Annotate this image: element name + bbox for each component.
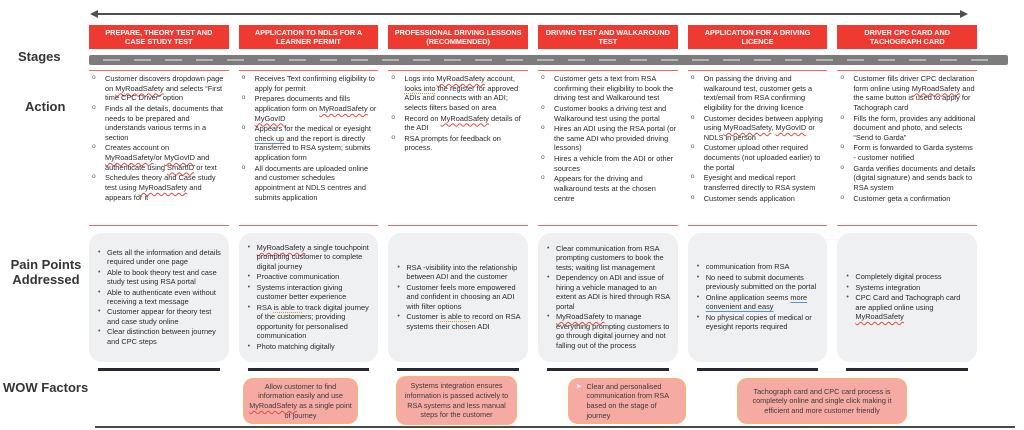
bullet-marker: o [241, 94, 246, 102]
action-item-text: and the report is directly transferred to RSA system; submits application form [254, 133, 371, 162]
pain-box-underline [846, 368, 968, 371]
pain-point-item-label [107, 327, 222, 346]
pain-point-item-text: to manage everything prompting customers to go through digital journey and not falling out of the process [556, 312, 670, 350]
bullet-marker: • [98, 308, 101, 316]
action-item-text: RSA prompts for feedback on process. [404, 133, 501, 153]
pain-point-item-label [107, 307, 222, 326]
pain-point-item [543, 273, 671, 311]
pain-point-item-label [257, 283, 372, 302]
action-item-label [704, 143, 827, 172]
action-item-label [105, 173, 228, 202]
pain-point-item-text: Customer [406, 312, 441, 322]
bullet-marker: o [241, 124, 246, 132]
wow-factor-label [249, 382, 352, 421]
action-item-label [853, 194, 976, 204]
action-item-label [704, 74, 827, 113]
pain-point-item [693, 293, 821, 312]
wow-factor-box-1 [243, 378, 358, 424]
pain-point-item-spell-text: MyRoadSafety [256, 242, 306, 252]
pain-point-item [393, 263, 521, 282]
bullet-marker: • [696, 273, 700, 281]
pain-point-item [393, 283, 521, 311]
bullet-marker: o [541, 74, 545, 81]
pain-point-item-text: No need to submit documents previously submitted on the portal [705, 272, 817, 292]
pain-point-item-text: a single touchpoint prompting customer to complete digital journey [256, 242, 369, 271]
action-item [538, 174, 677, 203]
action-item [837, 114, 976, 143]
action-item-label [404, 74, 527, 113]
bullet-marker: o [92, 103, 96, 111]
pain-point-item-spell-text: MyRoadSafety [556, 312, 605, 322]
pain-point-item-text: Systems interaction giving customer better experience [256, 282, 347, 302]
action-item-text: and the same button is used to apply for Tachograph card [853, 83, 975, 112]
action-item [239, 124, 378, 163]
pain-point-item-label [556, 273, 671, 311]
pain-point-item [543, 244, 671, 272]
bullet-marker: o [92, 143, 96, 151]
action-list-6 [837, 70, 977, 226]
pain-point-item-label [556, 312, 671, 350]
pain-box-underline [397, 368, 519, 371]
bullet-marker: o [541, 103, 545, 111]
wow-factor-label [586, 382, 680, 421]
pain-point-item [94, 288, 222, 307]
action-item-spell-text: MyRoadSafety [138, 182, 188, 192]
action-item [688, 173, 827, 192]
bullet-marker: • [98, 288, 101, 296]
bullet-marker: o [690, 143, 695, 151]
journey-column-4 [538, 25, 678, 371]
pain-point-item-label [706, 262, 821, 271]
action-item-text: Form is forwarded to Garda systems - customer notified [853, 143, 973, 162]
action-item-text: Fills the form, provides any additional document and photo, and selects “Send to Garda” [853, 113, 976, 142]
action-item [89, 143, 228, 172]
action-list-1 [89, 70, 229, 226]
wow-factor-label [743, 387, 901, 416]
bullet-marker: o [541, 174, 545, 182]
action-item-spell-text: MyGovID [164, 153, 195, 162]
action-item-text: On passing the driving and walkaround test, customer gets a text/email from RSA confirming eligibility for the driving licence [703, 74, 813, 112]
bullet-marker: o [840, 143, 845, 151]
bullet-marker: • [547, 274, 550, 282]
pain-point-item-label [556, 244, 671, 272]
journey-columns [89, 25, 977, 371]
action-item [688, 74, 827, 113]
action-item-text: or NDLS in person [703, 123, 815, 142]
stage-header-3: PROFESSIONAL DRIVING LESSONS (RECOMMENDED) [388, 25, 528, 49]
action-item-text: details of the ADI [404, 113, 521, 133]
wow-factor-label [402, 381, 511, 420]
pain-point-item-text: Clear communication from RSA prompting customers to book the tests; waiting list management [556, 243, 664, 272]
action-item [538, 74, 677, 103]
action-item-text: and authenticate using [105, 153, 210, 172]
pain-point-item [244, 342, 372, 351]
pain-point-item-label [706, 293, 821, 312]
action-item-text: , [771, 123, 776, 133]
pain-point-item [543, 312, 671, 350]
pain-point-item [693, 313, 821, 332]
pain-point-item [244, 303, 372, 341]
pain-point-item [94, 307, 222, 326]
pain-point-item-text: communication from RSA [705, 262, 790, 272]
action-item-text: Customer gets a text from RSA confirming their eligibility to book the driving test and Walkaround test [554, 74, 674, 103]
pain-points-box-5 [688, 233, 828, 362]
pain-point-item-text: Customer feels more empowered and confident in choosing an ADI with filter options [406, 282, 516, 311]
action-item-spell-text: SmartID [167, 162, 195, 172]
pain-point-item-label [107, 268, 222, 287]
action-item-text: Customer books a driving test and Walkaround test using the portal [554, 103, 667, 123]
action-item-label [554, 124, 677, 153]
stage-header-4: DRIVING TEST AND WALKAROUND TEST [538, 25, 678, 49]
bullet-marker: • [247, 243, 251, 251]
pain-point-item [244, 272, 372, 281]
action-item-label [105, 74, 228, 103]
action-item-text: or text [194, 162, 217, 172]
action-list-3 [388, 70, 528, 226]
action-item-text: Customer sends application [703, 193, 795, 203]
action-item-text: Eyesight and medical report transferred directly to RSA system [703, 173, 816, 192]
bullet-marker: • [397, 283, 400, 291]
pain-point-item-label [406, 263, 521, 282]
bullet-marker: • [547, 244, 550, 252]
pain-point-item-clarity-text: is able to [273, 302, 304, 312]
pain-point-item [693, 273, 821, 292]
bullet-marker: • [397, 313, 400, 321]
action-item-label [704, 194, 827, 204]
action-item-text: Customer decides between applying using [703, 113, 823, 133]
wow-arrow-icon: ► [576, 383, 583, 390]
action-item-spell-text: MyRoadSafety [440, 113, 489, 123]
action-item-text: and selects “First time CPC Driver” option [105, 83, 223, 103]
action-list-4 [538, 70, 678, 226]
pain-point-item-grammar-text: more convenient and easy [705, 292, 808, 312]
action-item-text: /or [153, 153, 165, 162]
pain-points-box-3 [388, 233, 528, 362]
pain-point-item-text: Online application seems [705, 292, 791, 302]
action-item-label [704, 114, 827, 143]
action-item-spell-text: MyRoadSafety [911, 83, 961, 93]
bullet-marker: o [92, 173, 96, 181]
pain-point-item-label [257, 243, 372, 271]
action-item-text: Hires a vehicle from the ADI or other sources [554, 154, 674, 173]
journey-column-6 [837, 25, 977, 371]
action-item-label [255, 74, 378, 93]
pain-point-item-label [406, 283, 521, 311]
bullet-marker: • [846, 283, 849, 291]
bullet-marker: o [541, 124, 545, 132]
wow-factor-text: Clear and personalised communication from RSA based on the stage of journey [586, 381, 669, 420]
action-item-text: Customer geta a confirmation [853, 193, 951, 203]
action-item [837, 164, 976, 193]
action-list-5 [688, 70, 828, 226]
journey-column-5 [688, 25, 828, 371]
action-item [388, 74, 527, 113]
action-item-label [554, 104, 677, 123]
wow-factor-spell-text: MyRoadSafety [249, 401, 298, 410]
action-item-spell-text: MyGovID [775, 123, 807, 133]
pain-box-underline [248, 368, 370, 371]
bullet-marker: o [92, 74, 96, 81]
bullet-marker: • [247, 303, 251, 311]
bullet-marker: • [547, 313, 550, 321]
bullet-marker: o [391, 113, 396, 121]
action-item-text: Receives Text confirming eligibility to apply for permit [254, 74, 375, 93]
action-item-text: or [367, 103, 377, 113]
pain-point-item-text: record on RSA systems their chosen ADI [406, 312, 521, 331]
pain-point-item [94, 248, 222, 267]
pain-point-item [842, 293, 970, 321]
action-item-text: Hires an ADI using the RSA portal (or the same ADI who provided driving lessons) [554, 124, 677, 153]
stage-header-1: PREPARE, THEORY TEST AND CASE STUDY TEST [89, 25, 229, 49]
action-item [837, 74, 976, 113]
action-item-label [404, 114, 527, 133]
bullet-marker: o [840, 113, 845, 121]
action-item [538, 124, 677, 153]
action-item-text: Appears for the driving and walkaround tests at the chosen centre [554, 174, 656, 203]
pain-point-item [244, 243, 372, 271]
action-item-label [255, 124, 378, 163]
pain-point-item-label [107, 288, 222, 307]
pain-point-item [842, 283, 970, 292]
action-item [239, 94, 378, 123]
bullet-marker: o [241, 163, 246, 171]
bullet-marker: o [241, 74, 246, 81]
row-label-action: Action [25, 99, 66, 114]
pain-point-item-text: Proactive communication [256, 272, 340, 282]
pain-box-underline [697, 368, 819, 371]
row-label-pain-points: Pain Points Addressed [10, 257, 82, 287]
wow-factor-text: Tachograph card and CPC card process is completely online and single click making it efficient and more customer friendly [752, 386, 892, 415]
action-item [837, 143, 976, 162]
bullet-marker: • [98, 248, 101, 256]
pain-box-underline [547, 368, 669, 371]
bullet-marker: • [846, 273, 849, 281]
bullet-marker: • [247, 273, 251, 281]
bullet-marker: o [541, 154, 545, 161]
pain-point-item-text: Able to book theory test and case study test using RSA portal [107, 267, 217, 287]
bullet-marker: o [840, 74, 845, 81]
pain-point-item-label [706, 273, 821, 292]
action-item-label [105, 143, 228, 172]
wow-factor-text: Systems integration ensures information is passed actively to RSA systems and less manual steps for the customer [404, 381, 509, 420]
bullet-marker: • [247, 342, 251, 350]
action-item-text: Record on [404, 113, 441, 123]
action-item [688, 194, 827, 204]
pain-point-item-text: Photo matching digitally [256, 341, 335, 351]
wow-factor-box-4 [737, 378, 907, 424]
pain-point-item-label [855, 293, 970, 321]
action-item-text: Creates account on [105, 143, 170, 153]
bullet-marker: • [696, 263, 700, 271]
action-item [837, 194, 976, 204]
action-item-clarity-text: looks into [404, 83, 436, 93]
bullet-marker: • [247, 283, 251, 291]
action-item-spell-text: MyRoadSafety [436, 74, 485, 83]
action-item-text: Logs into [404, 74, 437, 83]
bullet-marker: • [846, 294, 849, 302]
action-item-text: account, [484, 74, 515, 83]
action-item [388, 114, 527, 133]
action-item [388, 134, 527, 153]
action-item-spell-text: MyRoadSafety [319, 103, 368, 113]
journey-column-3 [388, 25, 528, 371]
bullet-marker: • [696, 313, 700, 321]
action-item-text: Schedules theory and Case study test using [105, 173, 216, 192]
bullet-marker: o [391, 74, 396, 81]
action-item-text: Customer discovers dropdown page on [105, 74, 224, 93]
action-item-spell-text: MyRoadSafety [723, 123, 772, 133]
action-item-text: the register for approved ADIs and connects with an ADI; selects filters based on area [404, 83, 519, 112]
action-item-label [255, 164, 378, 203]
action-item-text: All documents are uploaded online and customer schedules appointment at NDLS centres and submits application [254, 163, 369, 202]
action-item [89, 74, 228, 103]
action-item-label [853, 164, 976, 193]
wow-factor-box-3 [568, 378, 686, 424]
stage-header-6: DRIVER CPC CARD AND TACHOGRAPH CARD [837, 25, 977, 49]
pain-box-underline [98, 368, 220, 371]
pain-points-box-6 [837, 233, 977, 362]
pain-point-item-text: CPC Card and Tachograph card are applied online using [855, 293, 961, 312]
bullet-marker: o [840, 163, 845, 171]
pain-point-item-text: Able to authenticate even without receiving a text message [107, 287, 216, 306]
pain-point-item [94, 268, 222, 287]
action-item [89, 173, 228, 202]
action-item [688, 114, 827, 143]
action-item-label [554, 154, 677, 173]
pain-point-item-text: Systems integration [855, 282, 921, 292]
action-item-grammar-text: check up [254, 133, 285, 143]
journey-column-2 [239, 25, 379, 371]
pain-point-item-label [855, 272, 970, 281]
pain-point-item-text: RSA [256, 302, 274, 312]
bullet-marker: o [391, 133, 396, 141]
pain-point-item-label [855, 283, 970, 292]
stage-header-2: APPLICATION TO NDLS FOR A LEARNER PERMIT [239, 25, 379, 49]
pain-point-item [693, 262, 821, 271]
action-item-label [853, 114, 976, 143]
action-item-label [255, 94, 378, 123]
bullet-marker: • [696, 293, 700, 301]
action-item-text: Finds all the details, documents that needs to be prepared and understands various terms in a section [105, 103, 223, 142]
wow-factor-text: Allow customer to find information easily and use [258, 381, 343, 401]
pain-point-item-text: RSA -visibility into the relationship between ADI and the customer [406, 262, 518, 282]
action-item-text: and appears for it [105, 182, 202, 202]
journey-column-1 [89, 25, 229, 371]
action-item-text: Customer upload other required documents (not uploaded earlier) to the portal [703, 143, 821, 172]
action-item-label [853, 143, 976, 162]
pain-points-box-2 [239, 233, 379, 362]
action-item [538, 154, 677, 173]
action-item-text: Appears for the medical or eyesight [254, 124, 371, 134]
row-label-stages: Stages [18, 49, 61, 64]
bottom-rule-line [95, 426, 1015, 428]
bullet-marker: o [690, 193, 695, 201]
pain-point-item-text: track digital journey of the customers; providing opportunity for personalised communication [256, 302, 369, 341]
action-item-text: Customer fills driver CPC declaration form online using [853, 74, 975, 93]
pain-point-item-text: Dependency on ADI and issue of hiring a vehicle managed to an extent as ADI is hired through RSA portal [556, 273, 670, 311]
pain-point-item-text: Customer appear for theory test and case study online [107, 307, 212, 326]
pain-point-item-clarity-text: is able to [440, 312, 471, 322]
pain-point-item-label [257, 303, 372, 341]
action-item-spell-text: MyGovID [254, 113, 286, 123]
action-item [89, 104, 228, 143]
bullet-marker: • [98, 268, 101, 276]
pain-point-item-text: Clear distinction between journey and CPC steps [107, 327, 216, 346]
action-item-spell-text: MyRoadSafety [105, 153, 154, 162]
action-item-text: Garda verifies documents and details (digital signature) and sends back to RSA system [853, 163, 976, 192]
bullet-marker: o [690, 74, 695, 81]
pain-point-item-label [107, 248, 222, 267]
wow-factor-box-2 [396, 376, 517, 425]
action-item [239, 164, 378, 203]
pain-point-item [393, 312, 521, 331]
pain-point-item-label [406, 312, 521, 331]
stage-header-5: APPLICATION FOR A DRIVING LICENCE [688, 25, 828, 49]
pain-points-box-1 [89, 233, 229, 362]
row-label-wow-factors: WOW Factors [3, 380, 89, 395]
pain-point-item-text: Gets all the information and details required under one page [107, 247, 221, 267]
bullet-marker: • [397, 263, 400, 271]
action-item-label [105, 104, 228, 143]
action-item [239, 74, 378, 93]
bullet-marker: • [98, 328, 101, 336]
action-item-label [554, 174, 677, 203]
bullet-marker: o [840, 193, 845, 201]
pain-point-item-label [706, 313, 821, 332]
pain-point-item-label [257, 272, 372, 281]
pain-point-item-label [257, 342, 372, 351]
wow-factor-text: as a single point of journey [284, 401, 352, 420]
action-item-spell-text: MyRoadSafety [115, 83, 164, 93]
pain-point-item [842, 272, 970, 281]
action-item-label [404, 134, 527, 153]
pain-point-item [94, 327, 222, 346]
pain-point-item-text: No physical copies of medical or eyesight reports required [705, 312, 812, 332]
pain-points-box-4 [538, 233, 678, 362]
bullet-marker: o [690, 173, 695, 181]
action-list-2 [239, 70, 379, 226]
action-item-label [704, 173, 827, 192]
pain-point-item-text: Completely digital process [855, 272, 942, 282]
pain-point-item-spell-text: MyRoadSafety [855, 312, 904, 322]
double-headed-arrow [98, 13, 960, 15]
action-item-label [853, 74, 976, 113]
action-item-text: Prepares documents and fills application form on [254, 94, 350, 113]
action-item [538, 104, 677, 123]
pain-point-item [244, 283, 372, 302]
action-item [688, 143, 827, 172]
bullet-marker: o [690, 113, 695, 121]
action-item-label [554, 74, 677, 103]
